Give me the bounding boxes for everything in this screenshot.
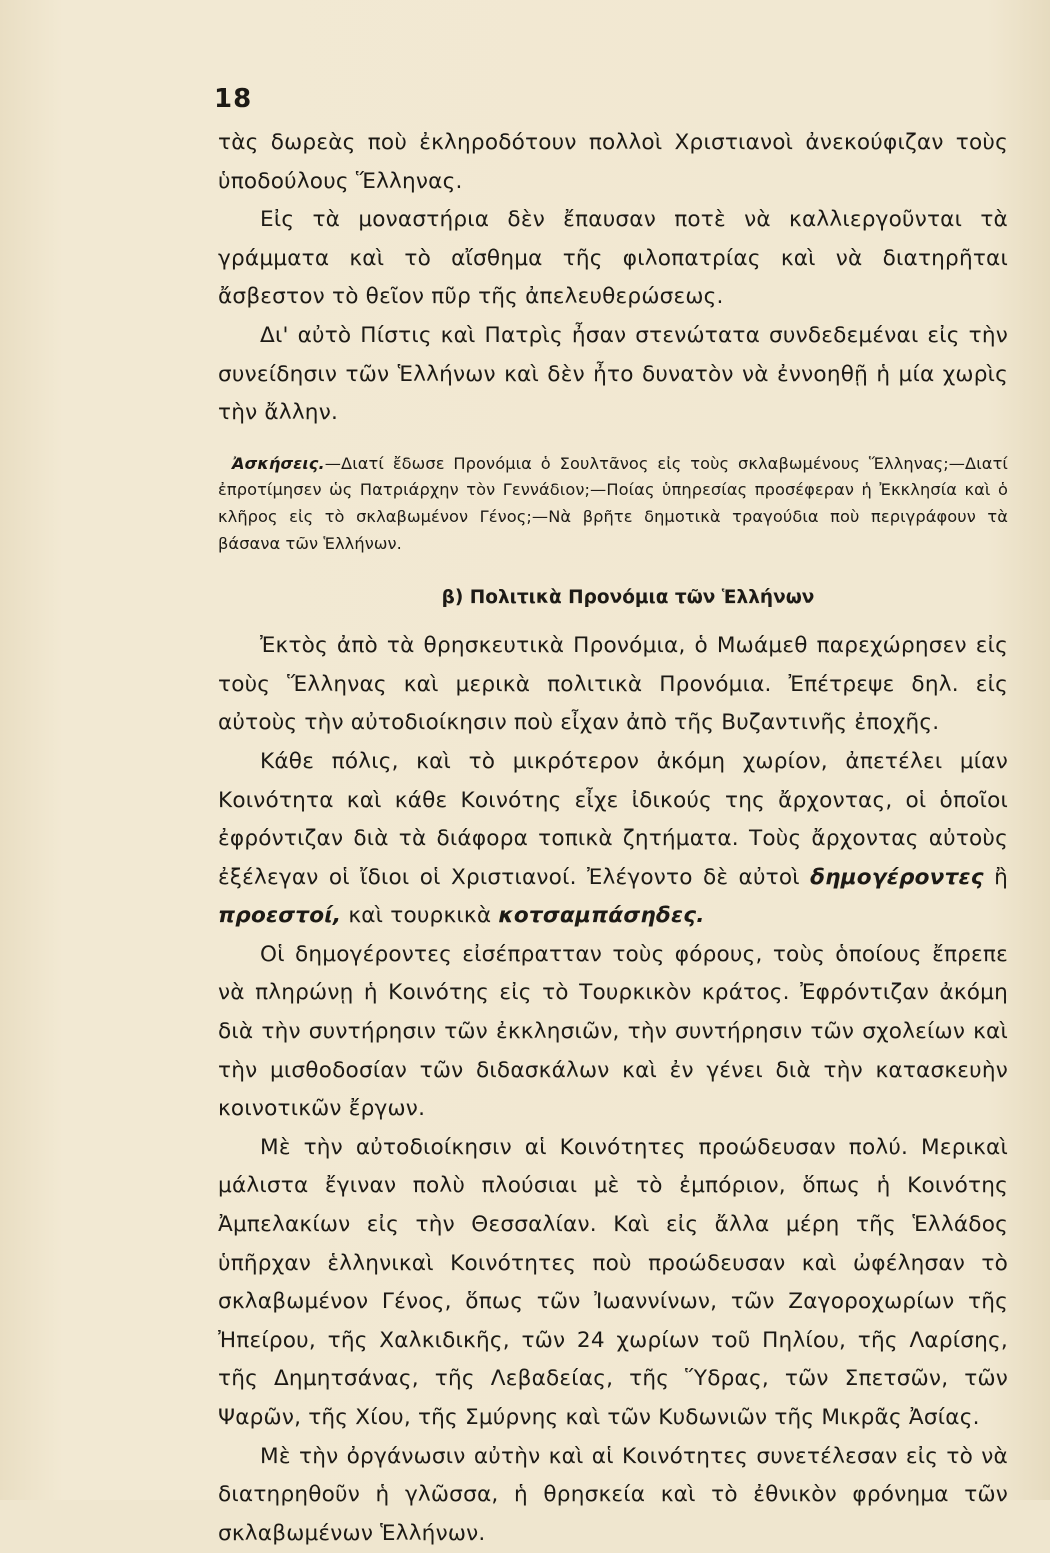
exercises-block [218,451,1008,557]
connector-text-2: καὶ τουρκικὰ [341,903,499,929]
term-demogerontes: δημογέροντες [810,864,984,890]
paragraph-continuation: τὰς δωρεὰς ποὺ ἐκληροδότουν πολλοὶ Χριστιανοὶ ἀνεκούφιζαν τοὺς ὑποδούλους Ἕλληνας. [218,130,1008,194]
paragraph-prosperous-communities: Μὲ τὴν αὐτοδιοίκησιν αἱ Κοινότητες προώδευσαν πολύ. Μερικαὶ μάλιστα ἔγιναν πολὺ πλούσιαι μὲ τὸ ἐμπόριον, ὅπως ἡ Κοινότης Ἀμπελακίων εἰς τὴν Θεσσαλίαν. Καὶ εἰς ἄλλα μέρη τῆς Ἑλλάδος ὑπῆρχαν ἑλληνικαὶ Κοινότητες ποὺ προώδευσαν καὶ ὠφέλησαν τὸ σκλαβωμένον Γένος, ὅπως τῶν Ἰωαννίνων, τῶν Ζαγοροχωρίων τῆς Ἠπείρου, τῆς Χαλκιδικῆς, τῶν 24 χωρίων τοῦ Πηλίου, τῆς Λαρίσης, τῆς Δημητσάνας, τῆς Λεβαδείας, τῆς Ὕδρας, τῶν Σπετσῶν, τῶν Ψαρῶν, τῆς Χίου, τῆς Σμύρνης καὶ τῶν Κυδωνιῶν τῆς Μικρᾶς Ἀσίας. [218,1134,1008,1430]
page-number: 18 [214,84,253,114]
paragraph-conclusion: Μὲ τὴν ὀργάνωσιν αὐτὴν καὶ αἱ Κοινότητες συνετέλεσαν εἰς τὸ νὰ διατηρηθοῦν ἡ γλῶσσα, ἡ θρησκεία καὶ τὸ ἐθνικὸν φρόνημα τῶν σκλαβωμένων Ἑλλήνων. [218,1443,1008,1546]
paragraph-monasteries: Εἰς τὰ μοναστήρια δὲν ἔπαυσαν ποτὲ νὰ καλλιεργοῦνται τὰ γράμματα καὶ τὸ αἴσθημα τῆς φιλοπατρίας καὶ νὰ διατηρῆται ἄσβεστον τὸ θεῖον πῦρ τῆς ἀπελευθερώσεως. [218,207,1008,310]
page-body [218,124,1008,1553]
paragraph-demogerontes-duties: Οἱ δημογέροντες εἰσέπρατταν τοὺς φόρους, τοὺς ὁποίους ἔπρεπε νὰ πληρώνῃ ἡ Κοινότης εἰς τὸ Τουρκικὸν κράτος. Ἐφρόντιζαν ἀκόμη διὰ τὴν συντήρησιν τῶν ἐκκλησιῶν, τὴν συντήρησιν τῶν σχολείων καὶ τὴν μισθοδοσίαν τῶν διδασκάλων καὶ ἐν γένει διὰ τὴν κατασκευὴν κοινοτικῶν ἔργων. [218,941,1008,1122]
exercises-label: Ἀσκήσεις. [232,453,325,473]
term-kotsampasides: κοτσαμπάσηδες. [498,903,705,929]
paragraph-political-privileges: Ἐκτὸς ἀπὸ τὰ θρησκευτικὰ Προνόμια, ὁ Μωάμεθ παρεχώρησεν εἰς τοὺς Ἕλληνας καὶ μερικὰ πολιτικὰ Προνόμια. Ἐπέτρεψε δηλ. εἰς αὐτοὺς τὴν αὐτοδιοίκησιν ποὺ εἶχαν ἀπὸ τῆς Βυζαντινῆς ἐποχῆς. [218,633,1008,736]
term-proestoi: προεστοί, [218,903,342,929]
paragraph-communities [218,743,1008,936]
exercises-text: —Διατί ἔδωσε Προνόμια ὁ Σουλτᾶνος εἰς τοὺς σκλαβωμένους Ἕλληνας;—Διατί ἐπροτίμησεν ὡς Πατριάρχην τὸν Γεννάδιον;—Ποίας ὑπηρεσίας προσέφεραν ἡ Ἐκκλησία καὶ ὁ κλῆρος εἰς τὸ σκλαβωμένον Γένος;—Νὰ βρῆτε δημοτικὰ τραγούδια ποὺ περιγράφουν τὰ βάσανα τῶν Ἑλλήνων. [218,453,1008,553]
connector-text: ἢ [983,864,1008,890]
paragraph-faith-homeland: Δι' αὐτὸ Πίστις καὶ Πατρὶς ἦσαν στενώτατα συνδεδεμέναι εἰς τὴν συνείδησιν τῶν Ἑλλήνων καὶ δὲν ἦτο δυνατὸν νὰ ἐννοηθῇ ἡ μία χωρὶς τὴν ἄλλην. [218,322,1008,426]
section-title: β) Πολιτικὰ Προνόμια τῶν Ἑλλήνων [441,587,815,609]
communities-text: Κάθε πόλις, καὶ τὸ μικρότερον ἀκόμη χωρίον, ἀπετέλει μίαν Κοινότητα καὶ κάθε Κοινότης εἶχε ἰδικούς της ἄρχοντας, οἱ ὁποῖοι ἐφρόντιζαν διὰ τὰ διάφορα τοπικὰ ζητήματα. Τοὺς ἄρχοντας αὐτοὺς ἐξέλεγαν οἱ ἴδιοι οἱ Χριστιανοί. Ἐλέγοντο δὲ αὐτοὶ [218,748,1008,890]
